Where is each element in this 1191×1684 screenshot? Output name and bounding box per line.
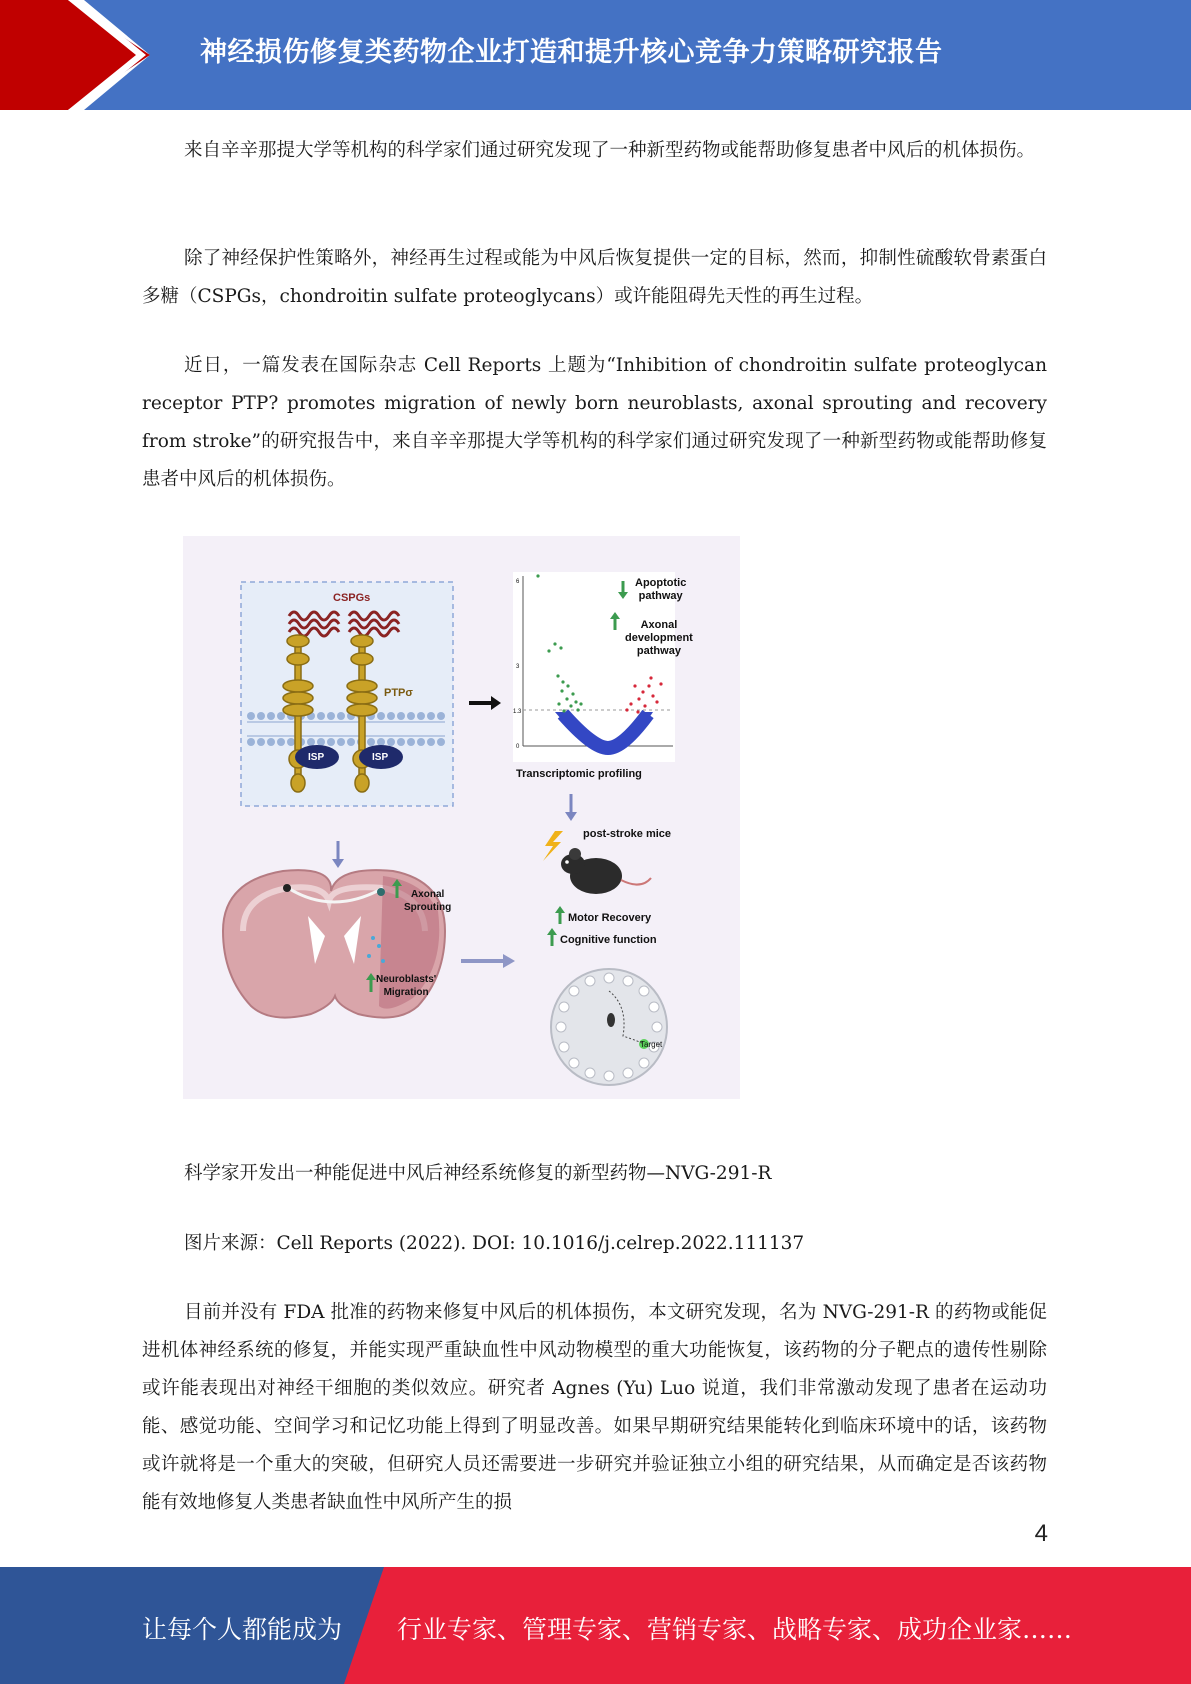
axonal-development-label: Axonal development pathway [625, 619, 693, 657]
cognitive-function-label: Cognitive function [560, 934, 657, 946]
paragraph-study: 近日，一篇发表在国际杂志 Cell Reports 上题为“Inhibition of chondroitin sulfate proteoglycan receptor PTP? promotes migration of newly born neuroblasts, axonal sprouting and recovery from stroke”的研究报告中，来自辛辛那提大学等机构的科学家们通过研究发现了一种新型药物或能帮助修复患者中风后的机体损伤。 [142, 355, 1047, 490]
transcriptomic-profiling-label: Transcriptomic profiling [516, 768, 642, 780]
motor-recovery-label: Motor Recovery [568, 912, 652, 924]
axonal-sprouting-label: Axonal Sprouting [404, 889, 452, 913]
cspgs-label: CSPGs [333, 592, 371, 604]
isp-label-right: ISP [372, 752, 389, 763]
y-tick-6: 6 [516, 579, 520, 585]
figure-source: 图片来源：Cell Reports (2022). DOI: 10.1016/j.celrep.2022.111137 [184, 1233, 805, 1254]
paragraph-background: 除了神经保护性策略外，神经再生过程或能为中风后恢复提供一定的目标，然而，抑制性硫酸软骨素蛋白多糖（CSPGs，chondroitin sulfate proteoglycans）或许能阻碍先天性的再生过程。 [142, 248, 1047, 307]
ptp-sigma-label: PTPσ [384, 687, 413, 699]
paragraph-intro: 来自辛辛那提大学等机构的科学家们通过研究发现了一种新型药物或能帮助修复患者中风后的机体损伤。 [184, 140, 1036, 161]
page-footer [0, 1567, 1191, 1684]
footer-slogan-right: 行业专家、管理专家、营销专家、战略专家、成功企业家…… [397, 1615, 1073, 1644]
page-number: 4 [1034, 1520, 1048, 1547]
figure-caption: 科学家开发出一种能促进中风后神经系统修复的新型药物—NVG-291-R [184, 1163, 772, 1184]
y-tick-3: 3 [516, 664, 520, 670]
footer-slogan-left: 让每个人都能成为 [142, 1615, 343, 1644]
apoptotic-pathway-label: Apoptotic pathway [635, 577, 687, 602]
isp-label-left: ISP [308, 752, 325, 763]
y-tick-1-3: 1.3 [513, 709, 522, 715]
target-label: Target [640, 1040, 663, 1049]
page-title: 神经损伤修复类药物企业打造和提升核心竞争力策略研究报告 [200, 37, 943, 68]
neuroblasts-migration-label: Neuroblasts' Migration [376, 974, 437, 998]
page-header [0, 0, 1191, 110]
paragraph-findings: 目前并没有 FDA 批准的药物来修复中风后的机体损伤，本文研究发现，名为 NVG-291-R 的药物或能促进机体神经系统的修复，并能实现严重缺血性中风动物模型的重大功能恢复，该药物的分子靶点的遗传性剔除或许能表现出对神经干细胞的类似效应。研究者 Agnes (Yu) Luo 说道，我们非常激动发现了患者在运动功能、感觉功能、空间学习和记忆功能上得到了明显改善。如果早期研究结果能转化到临床环境中的话，该药物或许就将是一个重大的突破，但研究人员还需要进一步研究并验证独立小组的研究结果，从而确定是否该药物能有效地修复人类患者缺血性中风所产生的损 [142, 1302, 1047, 1513]
y-tick-0: 0 [516, 744, 520, 750]
post-stroke-mice-label: post-stroke mice [583, 828, 672, 840]
study-figure [183, 536, 740, 1099]
